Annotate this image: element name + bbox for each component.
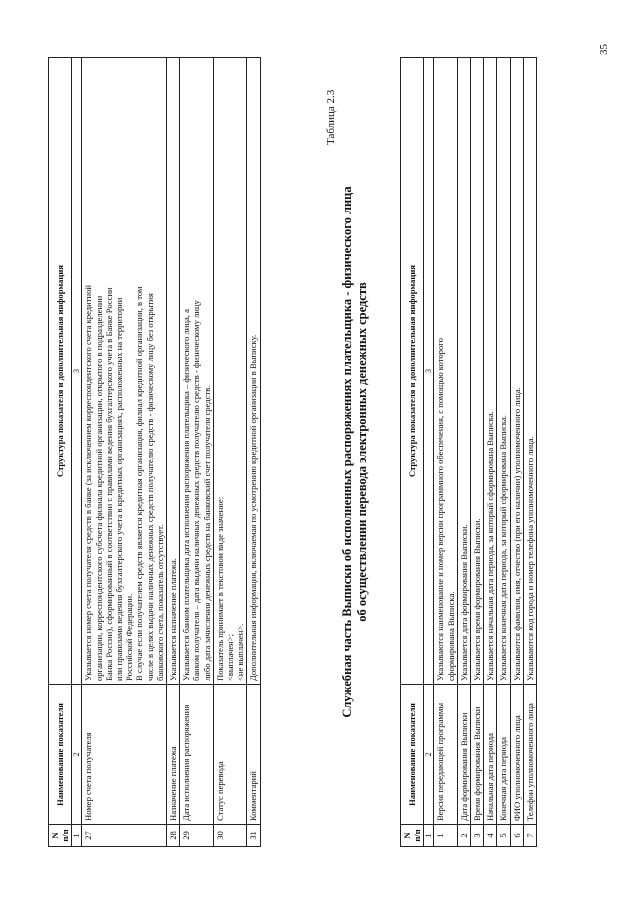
table-row — [457, 58, 470, 847]
row-number: 2 — [457, 825, 470, 847]
row-description: Указывается конечная дата периода, за который сформирована Выписка. — [497, 58, 510, 685]
row-name: Дата формирования Выписки — [457, 685, 470, 825]
table-row — [471, 58, 484, 847]
col-header-structure: Структура показателя и дополнительная информация — [401, 58, 424, 685]
row-name: Конечная дата периода — [497, 685, 510, 825]
row-number: 30 — [213, 825, 247, 847]
table-title: Служебная часть Выписки об исполненных распоряжениях плательщика - физического лица об осуществлении перевода электронных денежных средств — [340, 186, 369, 718]
row-number: 27 — [82, 825, 167, 847]
col-number: 3 — [72, 58, 82, 685]
col-header-name: Наименование показателя — [401, 685, 424, 825]
row-description: Указывается время формирования Выписки. — [471, 58, 484, 685]
table-row — [523, 58, 536, 847]
table-row — [82, 58, 167, 847]
row-description: Указывается дата формирования Выписки. — [457, 58, 470, 685]
row-name: ФИО уполномоченного лица — [510, 685, 523, 825]
row-number: 31 — [247, 825, 260, 847]
row-name: Начальная дата периода — [484, 685, 497, 825]
col-number: 3 — [424, 58, 434, 685]
table-row — [434, 58, 457, 847]
row-description: Указываются код города и номер телефона уполномоченного лица. — [523, 58, 536, 685]
row-number: 3 — [471, 825, 484, 847]
table-row — [497, 58, 510, 847]
column-number-row — [72, 58, 82, 847]
table-row — [167, 58, 180, 847]
row-description: Дополнительная информация, включаемая по усмотрению кредитной организации в Выписку. — [247, 58, 260, 685]
row-number: 5 — [497, 825, 510, 847]
col-header-number: N п/п — [49, 825, 72, 847]
table-header-row — [49, 58, 72, 847]
row-name: Комментарий — [247, 685, 260, 825]
col-number: 1 — [72, 825, 82, 847]
row-number: 29 — [180, 825, 214, 847]
row-description: Указывается начальная дата периода, за который сформирована Выписка. — [484, 58, 497, 685]
col-number: 1 — [424, 825, 434, 847]
row-number: 28 — [167, 825, 180, 847]
row-number: 1 — [434, 825, 457, 847]
table-row — [510, 58, 523, 847]
col-header-number: N п/п — [401, 825, 424, 847]
col-number: 2 — [72, 685, 82, 825]
table-header-row — [401, 58, 424, 847]
row-number: 4 — [484, 825, 497, 847]
table-row — [247, 58, 260, 847]
row-description: Указывается назначение платежа. — [167, 58, 180, 685]
service-part-table — [400, 57, 537, 847]
col-header-name: Наименование показателя — [49, 685, 72, 825]
row-name: Номер счета получателя — [82, 685, 167, 825]
column-number-row — [424, 58, 434, 847]
row-number: 7 — [523, 825, 536, 847]
row-name: Дата исполнения распоряжения — [180, 685, 214, 825]
col-number: 2 — [424, 685, 434, 825]
row-description: Указываются наименование и номер версии программного обеспечения, с помощью которого сформирована Выписка. — [434, 58, 457, 685]
row-description: Указываются фамилия, имя, отчество (при его наличии) уполномоченного лица. — [510, 58, 523, 685]
table-row — [180, 58, 214, 847]
row-name: Время формирования Выписки — [471, 685, 484, 825]
row-description: Указывается банком плательщика дата исполнения распоряжения плательщика – физического лица, а банком получателя – дата выдачи наличных денежных средств получателю средств - физическому лицу либо дата зачисления денежных средств на банковский счет получателя средств. — [180, 58, 214, 685]
row-description: Показатель принимает в текстовом виде значение: <выплачен>; <не выплачен>. — [213, 58, 247, 685]
row-name: Статус перевода — [213, 685, 247, 825]
col-header-structure: Структура показателя и дополнительная информация — [49, 58, 72, 685]
table-label: Таблица 2.3 — [325, 89, 337, 145]
page-number: 35 — [598, 44, 610, 55]
row-number: 6 — [510, 825, 523, 847]
row-name: Назначение платежа — [167, 685, 180, 825]
indicators-table-continued — [48, 57, 261, 847]
row-name: Телефон уполномоченного лица — [523, 685, 536, 825]
table-row — [213, 58, 247, 847]
row-name: Версия передающей программы — [434, 685, 457, 825]
table-row — [484, 58, 497, 847]
row-description: Указывается номер счета получателя средств в банке (за исключением корреспондентского счета кредитной организации, корреспондентского субсчета филиала кредитной организации, открытого в подразделении Банка России), сформированный в соответствии с правилами ведения бухгалтерского учета в Банке России или правилами ведения бухгалтерского учета в кредитных организациях, расположенных на территории Российской Федерации. В случае если получателем средств является кредитная организация, филиал кредитной организации, в том числе в целях выдачи наличных денежных средств получателю средств - физическому лицу без открытия банковского счета, показатель отсутствует. — [82, 58, 167, 685]
